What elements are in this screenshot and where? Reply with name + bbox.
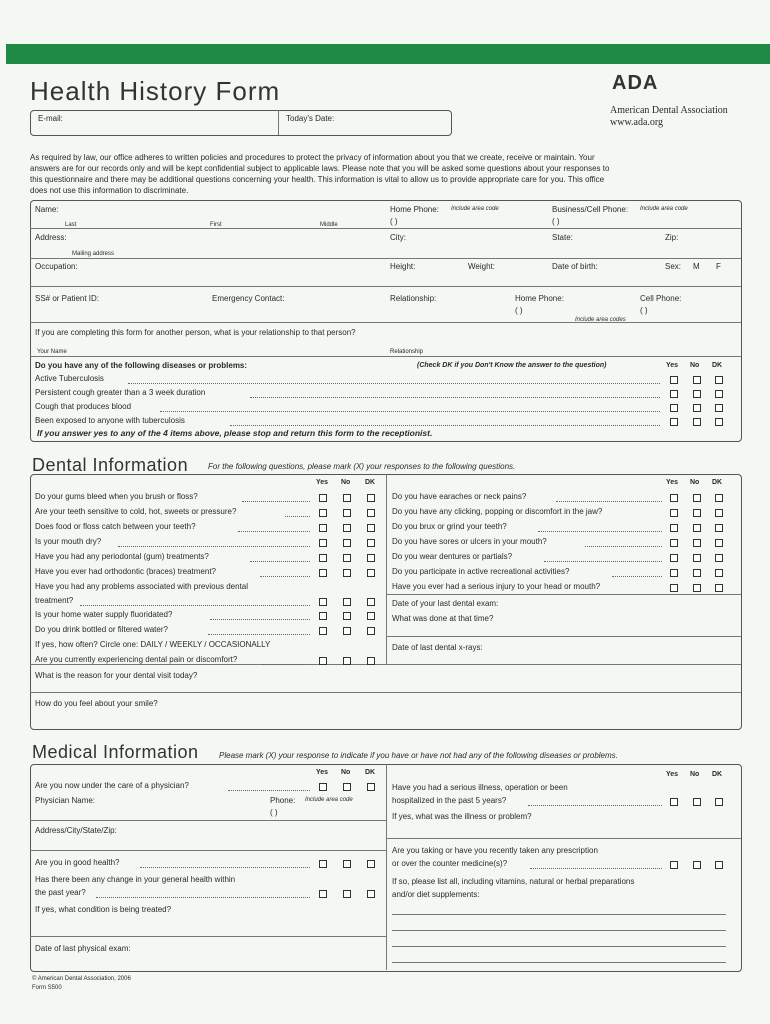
health-change-yes-checkbox[interactable]	[319, 890, 327, 898]
ssn-label: SS# or Patient ID:	[35, 294, 100, 303]
dental-q-problems-line2: treatment?	[35, 596, 74, 605]
dental-q-bottled-water: Do you drink bottled or filtered water?	[35, 625, 168, 634]
tb-dk-header: DK	[712, 362, 723, 369]
dentures-no-checkbox[interactable]	[693, 554, 701, 562]
dob-label: Date of birth:	[552, 262, 598, 271]
dental-q-problems-line1: Have you had any problems associated with previous dental	[35, 582, 249, 591]
tb-item-4: Been exposed to anyone with tuberculosis	[35, 416, 185, 425]
medicine-write-line-4[interactable]	[392, 962, 726, 963]
periodontal-yes-checkbox[interactable]	[319, 554, 327, 562]
last-dental-exam-label: Date of your last dental exam:	[392, 599, 499, 608]
injury-dk-checkbox[interactable]	[715, 584, 723, 592]
tb2-yes-checkbox[interactable]	[670, 390, 678, 398]
medicine-write-line-1[interactable]	[392, 914, 726, 915]
tb2-dk-checkbox[interactable]	[715, 390, 723, 398]
problems-dk-checkbox[interactable]	[367, 598, 375, 606]
patient-info-box	[30, 200, 742, 442]
dry-mouth-no-checkbox[interactable]	[343, 539, 351, 547]
illness-line2: hospitalized in the past 5 years?	[392, 796, 507, 805]
medicine-write-line-2[interactable]	[392, 930, 726, 931]
medical-no-header-left: No	[341, 769, 351, 776]
state-label: State:	[552, 233, 573, 242]
pain-dk-checkbox[interactable]	[367, 657, 375, 665]
business-phone-hint: Include area code	[640, 206, 688, 212]
good-health-dk-checkbox[interactable]	[367, 860, 375, 868]
dental-q-periodontal: Have you had any periodontal (gum) treatments?	[35, 552, 209, 561]
sex-label: Sex:	[665, 262, 682, 271]
dry-mouth-yes-checkbox[interactable]	[319, 539, 327, 547]
tb-warning: If you answer yes to any of the 4 items above, please stop and return this form to the receptionist.	[37, 428, 433, 438]
emergency-cell-phone-label: Cell Phone:	[640, 294, 682, 303]
tb2-no-checkbox[interactable]	[693, 390, 701, 398]
dental-q-dry-mouth: Is your mouth dry?	[35, 537, 102, 546]
business-phone-paren: ( )	[552, 217, 560, 226]
medical-yes-header-left: Yes	[316, 769, 329, 776]
orthodontic-dk-checkbox[interactable]	[367, 569, 375, 577]
sores-no-checkbox[interactable]	[693, 539, 701, 547]
dental-dk-header-right: DK	[712, 479, 723, 486]
emergency-cell-paren: ( )	[640, 306, 648, 315]
bottled-yes-checkbox[interactable]	[319, 627, 327, 635]
brux-yes-checkbox[interactable]	[670, 524, 678, 532]
illness-no-checkbox[interactable]	[693, 798, 701, 806]
address-label: Address:	[35, 233, 67, 242]
relationship-small-label: Relationship	[390, 349, 424, 355]
emergency-contact-label: Emergency Contact:	[212, 294, 285, 303]
bottled-dk-checkbox[interactable]	[367, 627, 375, 635]
form-number: Form S500	[32, 985, 62, 991]
physician-care-dk-checkbox[interactable]	[367, 783, 375, 791]
problems-yes-checkbox[interactable]	[319, 598, 327, 606]
email-date-box	[30, 110, 452, 136]
tb-yes-header: Yes	[666, 362, 679, 369]
tb-item-2: Persistent cough greater than a 3 week duration	[35, 388, 206, 397]
medicine-no-checkbox[interactable]	[693, 861, 701, 869]
tb1-no-checkbox[interactable]	[693, 376, 701, 384]
emergency-home-phone-label: Home Phone:	[515, 294, 564, 303]
dental-yes-header-left: Yes	[316, 479, 329, 486]
dental-q-fluoridated: Is your home water supply fluoridated?	[35, 610, 173, 619]
physician-address-label: Address/City/State/Zip:	[35, 826, 117, 835]
list-medicines-line1: If so, please list all, including vitamins, natural or herbal preparations	[392, 877, 635, 886]
fluoridated-dk-checkbox[interactable]	[367, 612, 375, 620]
medicine-write-line-3[interactable]	[392, 946, 726, 947]
injury-no-checkbox[interactable]	[693, 584, 701, 592]
intro-line-1: As required by law, our office adheres to written policies and procedures to protect the privacy of information about you that we create, receive or maintain. Your	[30, 153, 595, 162]
illness-what-label: If yes, what was the illness or problem?	[392, 812, 532, 821]
physician-care-no-checkbox[interactable]	[343, 783, 351, 791]
dental-q-sensitive: Are your teeth sensitive to cold, hot, sweets or pressure?	[35, 507, 237, 516]
tb4-dk-checkbox[interactable]	[715, 418, 723, 426]
jaw-no-checkbox[interactable]	[693, 509, 701, 517]
sensitive-yes-checkbox[interactable]	[319, 509, 327, 517]
copyright-text: © American Dental Association, 2006	[32, 976, 131, 982]
physician-care-yes-checkbox[interactable]	[319, 783, 327, 791]
gums-yes-checkbox[interactable]	[319, 494, 327, 502]
medicine-line1: Are you taking or have you recently taken any prescription	[392, 846, 598, 855]
intro-line-3: this questionnaire and there may be additional questions concerning your health. This information is vital to allow us to provide appropriate care for you. This office	[30, 175, 605, 184]
emergency-home-paren: ( )	[515, 306, 523, 315]
weight-label: Weight:	[468, 262, 495, 271]
top-green-band	[6, 44, 770, 64]
illness-yes-checkbox[interactable]	[670, 798, 678, 806]
another-person-question: If you are completing this form for another person, what is your relationship to that person?	[35, 328, 356, 337]
dental-q-food-catch: Does food or floss catch between your teeth?	[35, 522, 196, 531]
last-physical-label: Date of last physical exam:	[35, 944, 131, 953]
problems-no-checkbox[interactable]	[343, 598, 351, 606]
physician-care-question: Are you now under the care of a physician?	[35, 781, 189, 790]
health-change-no-checkbox[interactable]	[343, 890, 351, 898]
tb1-dk-checkbox[interactable]	[715, 376, 723, 384]
earaches-dk-checkbox[interactable]	[715, 494, 723, 502]
good-health-no-checkbox[interactable]	[343, 860, 351, 868]
earaches-no-checkbox[interactable]	[693, 494, 701, 502]
medical-dk-header-left: DK	[365, 769, 376, 776]
dental-dk-header-left: DK	[365, 479, 376, 486]
include-area-codes: Include area codes	[575, 317, 626, 323]
medicine-dk-checkbox[interactable]	[715, 861, 723, 869]
medical-yes-header-right: Yes	[666, 771, 679, 778]
medical-subtitle: Please mark (X) your response to indicate if you have or have not had any of the following diseases or problems.	[219, 751, 618, 760]
dental-q-dentures: Do you wear dentures or partials?	[392, 552, 513, 561]
date-label: Today's Date:	[286, 114, 335, 123]
gums-dk-checkbox[interactable]	[367, 494, 375, 502]
medicine-yes-checkbox[interactable]	[670, 861, 678, 869]
zip-label: Zip:	[665, 233, 679, 242]
good-health-question: Are you in good health?	[35, 858, 120, 867]
intro-line-4: does not use this information to discriminate.	[30, 186, 189, 195]
physician-phone-label: Phone:	[270, 796, 296, 805]
dental-q-sores: Do you have sores or ulcers in your mouth?	[392, 537, 547, 546]
mailing-address-label: Mailing address	[72, 251, 115, 257]
dental-q-gums: Do your gums bleed when you brush or floss?	[35, 492, 198, 501]
dental-q-pain: Are you currently experiencing dental pain or discomfort?	[35, 655, 238, 664]
dental-q-jaw: Do you have any clicking, popping or discomfort in the jaw?	[392, 507, 603, 516]
sex-f-option[interactable]: F	[716, 262, 721, 271]
illness-line1: Have you had a serious illness, operation or been	[392, 783, 568, 792]
illness-dk-checkbox[interactable]	[715, 798, 723, 806]
dentures-yes-checkbox[interactable]	[670, 554, 678, 562]
org-name: American Dental Association	[610, 105, 728, 116]
height-label: Height:	[390, 262, 416, 271]
pain-no-checkbox[interactable]	[343, 657, 351, 665]
dry-mouth-dk-checkbox[interactable]	[367, 539, 375, 547]
sores-dk-checkbox[interactable]	[715, 539, 723, 547]
tb4-no-checkbox[interactable]	[693, 418, 701, 426]
earaches-yes-checkbox[interactable]	[670, 494, 678, 502]
food-catch-yes-checkbox[interactable]	[319, 524, 327, 532]
first-label: First	[210, 222, 222, 228]
medical-no-header-right: No	[690, 771, 700, 778]
health-change-dk-checkbox[interactable]	[367, 890, 375, 898]
medicine-line2: or over the counter medicine(s)?	[392, 859, 508, 868]
recreational-yes-checkbox[interactable]	[670, 569, 678, 577]
jaw-dk-checkbox[interactable]	[715, 509, 723, 517]
tb-heading: Do you have any of the following diseases or problems:	[35, 361, 248, 370]
orthodontic-yes-checkbox[interactable]	[319, 569, 327, 577]
ada-logo: ADA	[612, 72, 659, 94]
recreational-no-checkbox[interactable]	[693, 569, 701, 577]
fluoridated-no-checkbox[interactable]	[343, 612, 351, 620]
periodontal-no-checkbox[interactable]	[343, 554, 351, 562]
tb-no-header: No	[690, 362, 700, 369]
sex-m-option[interactable]: M	[693, 262, 700, 271]
tb-item-1: Active Tuberculosis	[35, 374, 104, 383]
health-change-line2: the past year?	[35, 888, 86, 897]
dental-yes-header-right: Yes	[666, 479, 679, 486]
tb3-dk-checkbox[interactable]	[715, 404, 723, 412]
name-label: Name:	[35, 205, 59, 214]
email-label: E-mail:	[38, 114, 63, 123]
good-health-yes-checkbox[interactable]	[319, 860, 327, 868]
last-xrays-label: Date of last dental x-rays:	[392, 643, 483, 652]
tb3-no-checkbox[interactable]	[693, 404, 701, 412]
check-dk-note: (Check DK if you Don't Know the answer to the question)	[417, 362, 607, 369]
recreational-dk-checkbox[interactable]	[715, 569, 723, 577]
home-phone-paren: ( )	[390, 217, 398, 226]
middle-label: Middle	[320, 222, 338, 228]
city-label: City:	[390, 233, 406, 242]
dental-q-earaches: Do you have earaches or neck pains?	[392, 492, 527, 501]
condition-treated-label: If yes, what condition is being treated?	[35, 905, 172, 914]
dental-q-brux: Do you brux or grind your teeth?	[392, 522, 507, 531]
smile-label: How do you feel about your smile?	[35, 699, 158, 708]
tb1-yes-checkbox[interactable]	[670, 376, 678, 384]
sensitive-no-checkbox[interactable]	[343, 509, 351, 517]
physician-phone-hint: Include area code	[305, 797, 353, 803]
business-phone-label: Business/Cell Phone:	[552, 205, 629, 214]
dental-q-recreational: Do you participate in active recreational activities?	[392, 567, 570, 576]
dental-q-how-often: If yes, how often? Circle one: DAILY / WEEKLY / OCCASIONALLY	[35, 640, 271, 649]
food-catch-dk-checkbox[interactable]	[367, 524, 375, 532]
physician-phone-paren: ( )	[270, 808, 278, 817]
relationship-label: Relationship:	[390, 294, 437, 303]
tb4-yes-checkbox[interactable]	[670, 418, 678, 426]
form-title: Health History Form	[30, 76, 281, 106]
sensitive-dk-checkbox[interactable]	[367, 509, 375, 517]
tb-item-3: Cough that produces blood	[35, 402, 132, 411]
bottled-no-checkbox[interactable]	[343, 627, 351, 635]
pain-yes-checkbox[interactable]	[319, 657, 327, 665]
visit-reason-label: What is the reason for your dental visit today?	[35, 671, 198, 680]
food-catch-no-checkbox[interactable]	[343, 524, 351, 532]
dental-section-title: Dental Information	[32, 455, 189, 475]
dental-subtitle: For the following questions, please mark (X) your responses to the following questions.	[208, 462, 516, 471]
org-url: www.ada.org	[610, 117, 664, 128]
physician-name-label: Physician Name:	[35, 796, 96, 805]
jaw-yes-checkbox[interactable]	[670, 509, 678, 517]
dental-q-injury: Have you ever had a serious injury to your head or mouth?	[392, 582, 601, 591]
periodontal-dk-checkbox[interactable]	[367, 554, 375, 562]
injury-yes-checkbox[interactable]	[670, 584, 678, 592]
home-phone-label: Home Phone:	[390, 205, 439, 214]
what-was-done-label: What was done at that time?	[392, 614, 494, 623]
orthodontic-no-checkbox[interactable]	[343, 569, 351, 577]
sores-yes-checkbox[interactable]	[670, 539, 678, 547]
brux-dk-checkbox[interactable]	[715, 524, 723, 532]
fluoridated-yes-checkbox[interactable]	[319, 612, 327, 620]
your-name-label: Your Name	[37, 349, 67, 355]
occupation-label: Occupation:	[35, 262, 78, 271]
gums-no-checkbox[interactable]	[343, 494, 351, 502]
health-change-line1: Has there been any change in your general health within	[35, 875, 236, 884]
dental-q-orthodontic: Have you ever had orthodontic (braces) treatment?	[35, 567, 216, 576]
dental-no-header-right: No	[690, 479, 700, 486]
dental-no-header-left: No	[341, 479, 351, 486]
medical-section-title: Medical Information	[32, 742, 199, 762]
tb3-yes-checkbox[interactable]	[670, 404, 678, 412]
brux-no-checkbox[interactable]	[693, 524, 701, 532]
intro-line-2: answers are for our records only and will be kept confidential subject to applicable laws. Please note that you will be asked some questions about your responses to	[30, 164, 610, 173]
medical-dk-header-right: DK	[712, 771, 723, 778]
list-medicines-line2: and/or diet supplements:	[392, 890, 480, 899]
last-label: Last	[65, 222, 77, 228]
home-phone-hint: Include area code	[451, 206, 499, 212]
dentures-dk-checkbox[interactable]	[715, 554, 723, 562]
